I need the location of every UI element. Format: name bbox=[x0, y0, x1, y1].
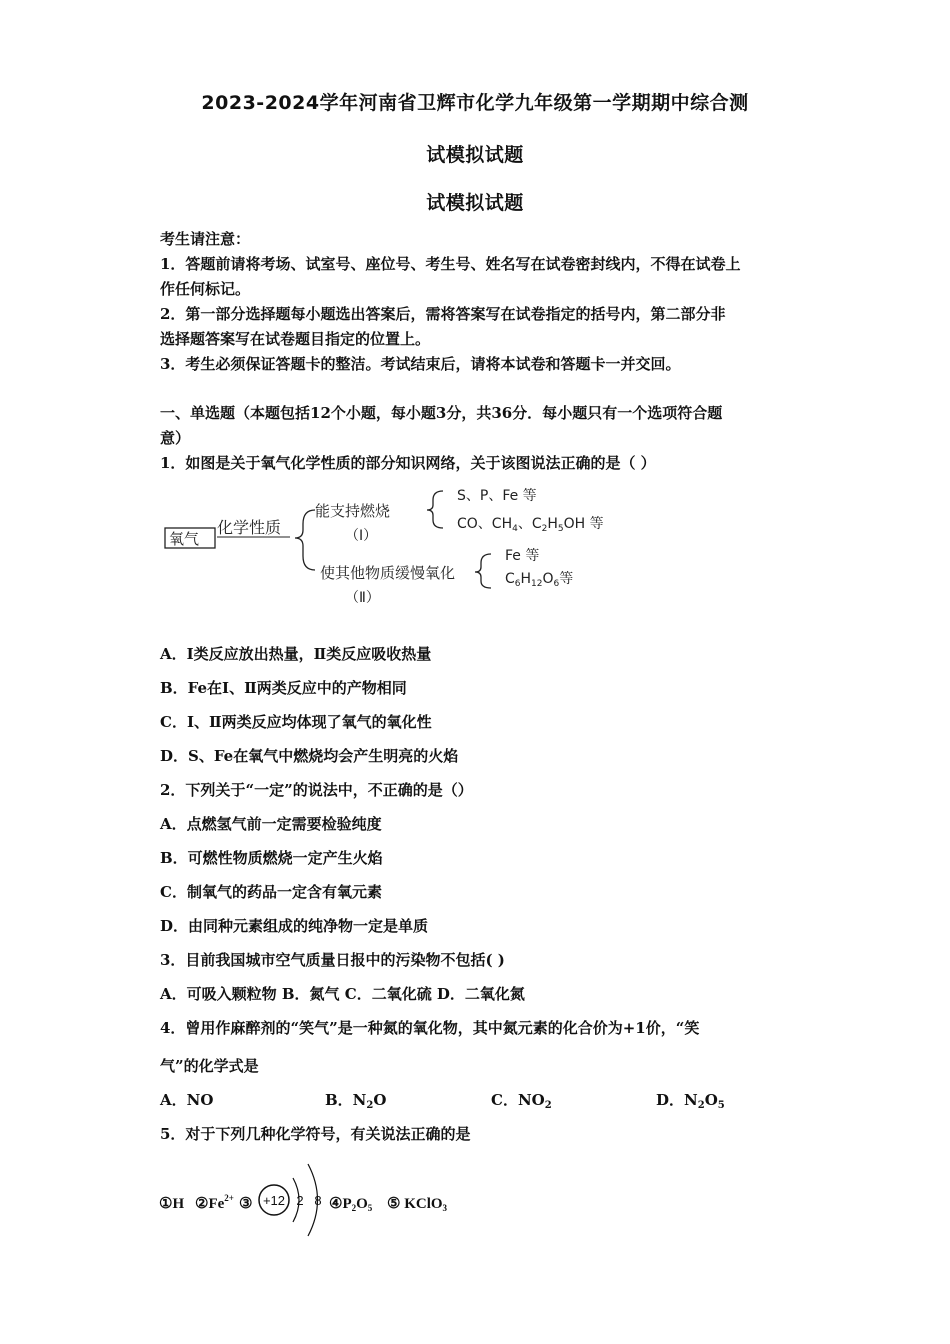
question-4-stem: 4．曾用作麻醉剂的“笑气”是一种氮的氧化物，其中氮元素的化合价为+1价，“笑 bbox=[160, 1019, 700, 1037]
branch-1-item-1: S、P、Fe 等 bbox=[457, 488, 537, 504]
branch-2-label: 使其他物质缓慢氧化 bbox=[320, 564, 456, 582]
question-3-stem: 3．目前我国城市空气质量日报中的污染物不包括( ) bbox=[160, 951, 505, 969]
notice-item: 选择题答案写在试卷题目指定的位置上。 bbox=[160, 330, 431, 348]
question-1-stem: 1．如图是关于氧气化学性质的部分知识网络，关于该图说法正确的是（ ） bbox=[160, 454, 656, 472]
notice-item: 1．答题前请将考场、试室号、座位号、考生号、姓名写在试卷密封线内，不得在试卷上 bbox=[160, 255, 741, 273]
main-brace bbox=[295, 510, 315, 570]
question-2-option-d: D．由同种元素组成的纯净物一定是单质 bbox=[160, 917, 429, 935]
symbol-kclo3: ⑤ KClO$_3$ bbox=[387, 1196, 448, 1213]
question-4-option-d: D．$N_2O_5$ bbox=[656, 1091, 725, 1111]
branch-2-brace bbox=[475, 554, 491, 588]
question-4-stem-cont: 气”的化学式是 bbox=[160, 1057, 259, 1075]
branch-1-label: 能支持燃烧 bbox=[315, 502, 391, 520]
question-5-stem: 5．对于下列几种化学符号，有关说法正确的是 bbox=[160, 1125, 471, 1143]
branch-2-tag: （Ⅱ） bbox=[345, 590, 380, 606]
notice-item: 作任何标记。 bbox=[160, 280, 251, 298]
page-title-line2: 试模拟试题 bbox=[426, 144, 524, 166]
notice-item: 2．第一部分选择题每小题选出答案后，需将答案写在试卷指定的括号内，第二部分非 bbox=[160, 305, 726, 323]
page-title-line1: 2023-2024学年河南省卫辉市化学九年级第一学期期中综合测 bbox=[201, 92, 749, 114]
symbol-3-label: ③ bbox=[239, 1196, 253, 1212]
branch-2-item-2: $C_6H_{12}O_6$等 bbox=[505, 571, 574, 589]
question-1-option-c: C．Ⅰ、Ⅱ两类反应均体现了氧气的氧化性 bbox=[160, 713, 432, 731]
section-heading: 一、单选题（本题包括12个小题，每小题3分，共36分．每小题只有一个选项符合题 bbox=[160, 404, 723, 422]
chemical-properties-label: 化学性质 bbox=[217, 518, 282, 537]
branch-2-item-1: Fe 等 bbox=[505, 548, 540, 564]
branch-1-item-2: CO、$CH_4$、$C_2H_5OH$ 等 bbox=[457, 516, 604, 534]
question-2-option-c: C．制氧气的药品一定含有氧元素 bbox=[160, 883, 382, 901]
question-3-options: A．可吸入颗粒物 B．氮气 C．二氧化硫 D．二氧化氮 bbox=[160, 985, 525, 1003]
oxygen-box-label: 氧气 bbox=[169, 530, 200, 548]
oxygen-knowledge-diagram bbox=[155, 478, 635, 613]
notice-heading: 考生请注意： bbox=[160, 230, 251, 248]
symbol-fe-ion: $②Fe^{2+}$ bbox=[195, 1193, 234, 1212]
question-1-option-a: A．Ⅰ类反应放出热量，Ⅱ类反应吸收热量 bbox=[160, 645, 432, 663]
question-4-option-a: A．NO bbox=[160, 1091, 214, 1109]
question-2-option-a: A．点燃氢气前一定需要检验纯度 bbox=[160, 815, 382, 833]
notice-item: 3．考生必须保证答题卡的整洁。考试结束后，请将本试卷和答题卡一并交回。 bbox=[160, 355, 681, 373]
question-4-option-c: C．$NO_2$ bbox=[491, 1091, 552, 1111]
section-heading-cont: 意） bbox=[160, 429, 191, 447]
question-5-symbols bbox=[155, 1150, 475, 1240]
question-1-option-d: D．S、Fe在氧气中燃烧均会产生明亮的火焰 bbox=[160, 747, 459, 765]
branch-1-brace bbox=[427, 491, 443, 528]
symbol-p2o5: $④P_2O_5$ bbox=[329, 1196, 373, 1213]
branch-1-tag: （Ⅰ） bbox=[345, 528, 378, 544]
question-2-option-b: B．可燃性物质燃烧一定产生火焰 bbox=[160, 849, 383, 867]
question-1-option-b: B．Fe在Ⅰ、Ⅱ两类反应中的产物相同 bbox=[160, 679, 407, 697]
nucleus-charge: +12 bbox=[262, 1193, 286, 1208]
electron-shell-2-count: 8 bbox=[314, 1193, 322, 1208]
question-4-option-b: B．$N_2O$ bbox=[325, 1091, 387, 1111]
electron-shell-1-count: 2 bbox=[296, 1193, 304, 1208]
question-2-stem: 2．下列关于“一定”的说法中，不正确的是（） bbox=[160, 781, 473, 799]
page-title-line3: 试模拟试题 bbox=[426, 192, 524, 214]
symbol-h: ①H bbox=[159, 1196, 185, 1212]
